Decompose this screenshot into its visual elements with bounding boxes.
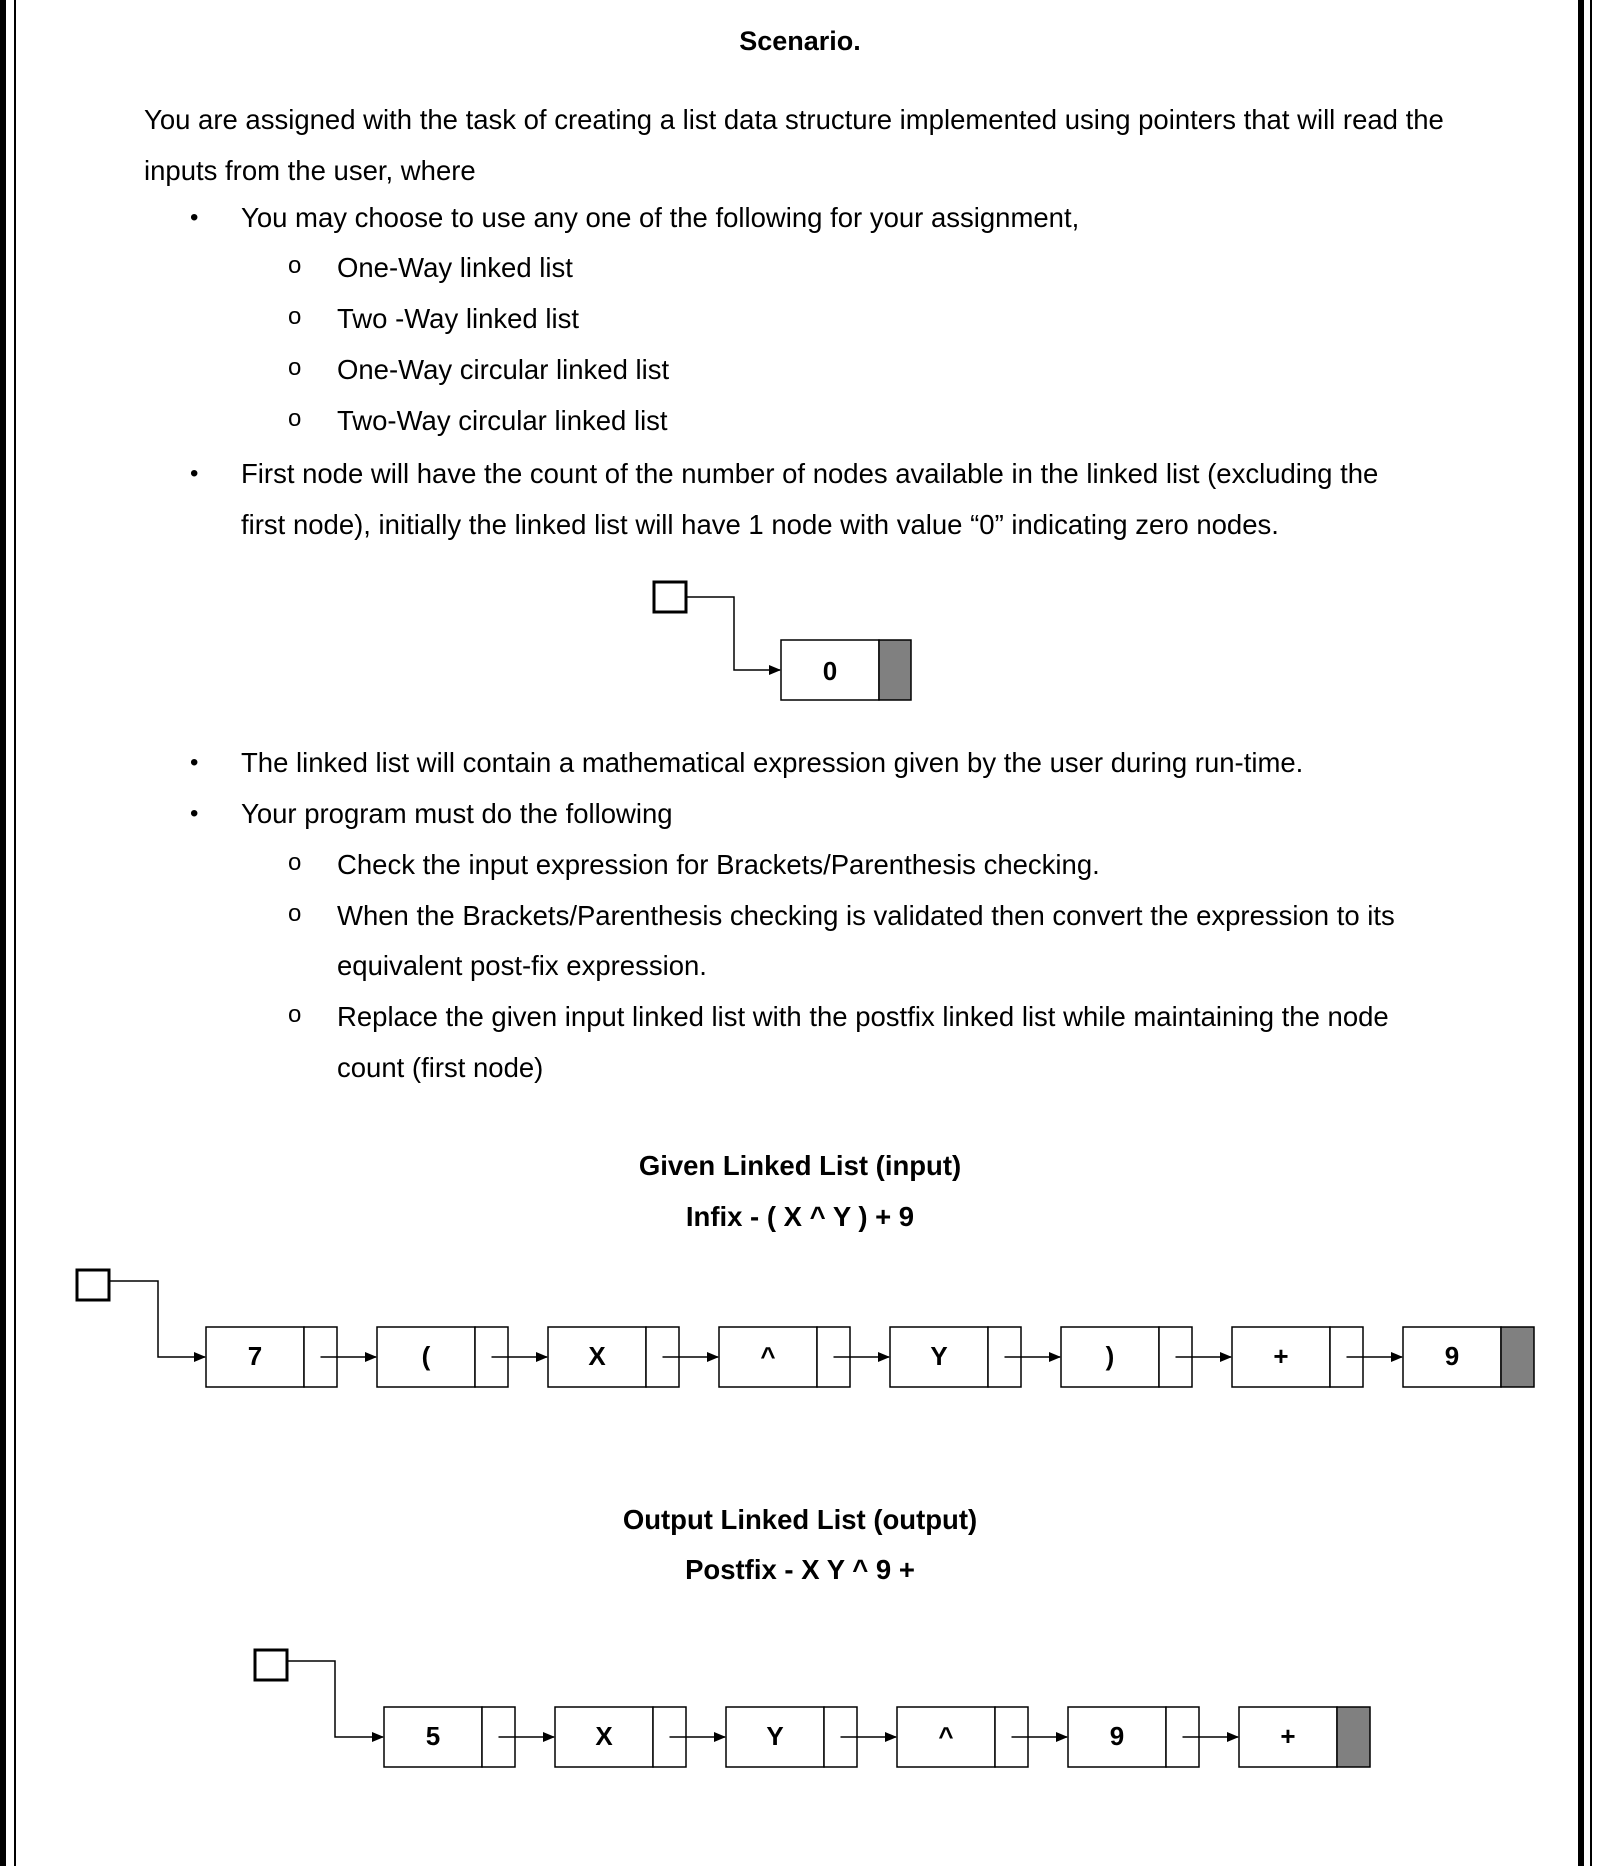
output-linked-list-diagram (0, 1640, 1600, 1780)
output-heading: Output Linked List (output) (622, 1504, 978, 1535)
task-step-1: Check the input expression for Brackets/Parenthesis checking. (337, 849, 1100, 880)
task-step-3-line-2: count (first node) (337, 1052, 544, 1083)
bullet-2-line-2: first node), initially the linked list will have 1 node with value “0” indicating zero nodes. (241, 509, 1279, 540)
node-value: Y (766, 1721, 784, 1751)
node-value: 0 (822, 656, 838, 686)
pointer-arrow (686, 597, 780, 670)
node-value: ( (421, 1341, 431, 1371)
bullet-4-text: Your program must do the following (241, 798, 673, 829)
node-value: ^ (938, 1721, 954, 1751)
bullet-icon: • (190, 460, 199, 487)
page-border-left (0, 0, 6, 1866)
node-value: 5 (425, 1721, 441, 1751)
page-border-right (1578, 0, 1584, 1866)
sub-bullet-icon: o (288, 1001, 302, 1028)
page-border-right-inner (1590, 0, 1592, 1866)
task-step-3-line-1: Replace the given input linked list with the postfix linked list while maintaining the node (337, 1001, 1389, 1032)
null-pointer-cell (879, 640, 911, 700)
input-linked-list-diagram (0, 1262, 1600, 1402)
document-title: Scenario. (739, 26, 861, 56)
list-type-option: Two-Way circular linked list (337, 405, 668, 436)
bullet-1-text: You may choose to use any one of the following for your assignment, (241, 202, 1080, 233)
pointer-arrow (109, 1281, 205, 1357)
sub-bullet-icon: o (288, 354, 302, 381)
list-type-option: One-Way circular linked list (337, 354, 670, 385)
task-step-2-line-1: When the Brackets/Parenthesis checking is validated then convert the expression to its (337, 900, 1395, 931)
node-value: ) (1105, 1341, 1115, 1371)
input-expression: Infix - ( X ^ Y ) + 9 (685, 1201, 915, 1232)
node-value: 9 (1109, 1721, 1125, 1751)
sub-bullet-icon: o (288, 405, 302, 432)
head-pointer-box (77, 1270, 109, 1300)
page-border-left-inner (14, 0, 16, 1866)
list-type-option: Two -Way linked list (337, 303, 579, 334)
sub-bullet-icon: o (288, 252, 302, 279)
sub-bullet-icon: o (288, 900, 302, 927)
bullet-icon: • (190, 749, 199, 776)
sub-bullet-icon: o (288, 849, 302, 876)
sub-bullet-icon: o (288, 303, 302, 330)
head-pointer-box (255, 1650, 287, 1680)
null-pointer-cell (1501, 1327, 1534, 1387)
null-pointer-cell (1337, 1707, 1370, 1767)
list-type-option: One-Way linked list (337, 252, 573, 283)
head-pointer-box (654, 582, 686, 612)
task-step-2-line-2: equivalent post-fix expression. (337, 950, 707, 981)
node-value: 9 (1444, 1341, 1460, 1371)
bullet-2-line-1: First node will have the count of the number of nodes available in the linked list (excluding the (241, 458, 1379, 489)
bullet-icon: • (190, 800, 199, 827)
pointer-arrow (287, 1661, 383, 1737)
bullet-icon: • (190, 204, 199, 231)
initial-list-diagram (0, 570, 1600, 710)
output-expression: Postfix - X Y ^ 9 + (685, 1554, 915, 1585)
input-heading: Given Linked List (input) (638, 1150, 962, 1181)
node-value: X (588, 1341, 606, 1371)
intro-paragraph: You are assigned with the task of creating a list data structure implemented using pointers that will read the inputs from the user, where (144, 104, 1444, 186)
node-value: ^ (760, 1341, 776, 1371)
node-value: X (595, 1721, 613, 1751)
node-value: 7 (247, 1341, 263, 1371)
bullet-3-text: The linked list will contain a mathematical expression given by the user during run-time. (241, 747, 1304, 778)
node-value: Y (930, 1341, 948, 1371)
node-value: + (1280, 1721, 1296, 1751)
node-value: + (1273, 1341, 1289, 1371)
